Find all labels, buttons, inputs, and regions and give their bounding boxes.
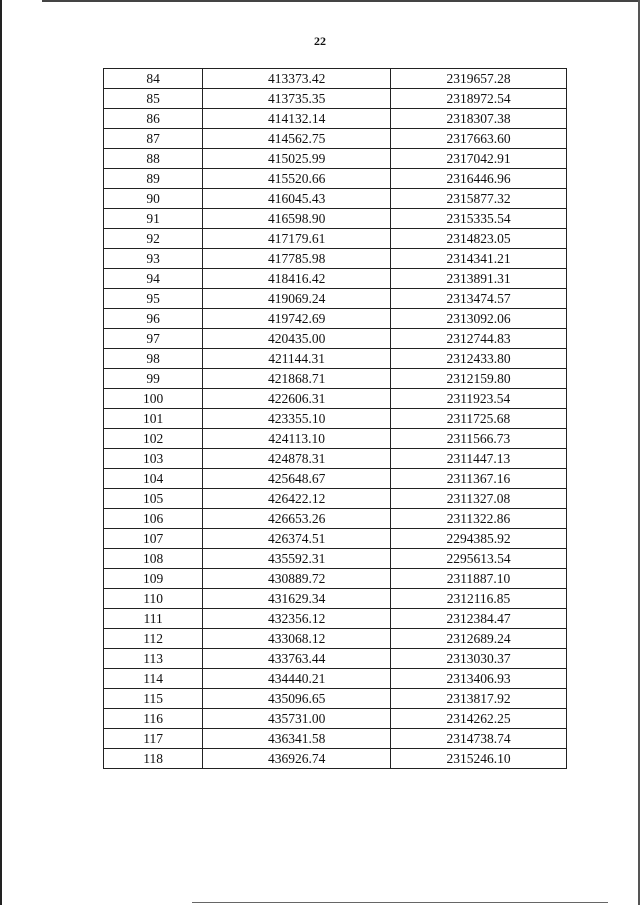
table-row	[104, 649, 567, 669]
x-coordinate-cell: 435096.65	[203, 689, 391, 709]
y-coordinate-cell: 2317042.91	[391, 149, 567, 169]
x-coordinate-cell: 423355.10	[203, 409, 391, 429]
table-row	[104, 429, 567, 449]
x-coordinate-cell: 424878.31	[203, 449, 391, 469]
y-coordinate-cell: 2312433.80	[391, 349, 567, 369]
x-coordinate-cell: 432356.12	[203, 609, 391, 629]
x-coordinate-cell: 416598.90	[203, 209, 391, 229]
table-row	[104, 369, 567, 389]
table-row	[104, 569, 567, 589]
y-coordinate-cell: 2313474.57	[391, 289, 567, 309]
y-coordinate-cell: 2315877.32	[391, 189, 567, 209]
point-number-cell: 107	[104, 529, 203, 549]
point-number-cell: 109	[104, 569, 203, 589]
x-coordinate-cell: 413373.42	[203, 69, 391, 89]
point-number-cell: 106	[104, 509, 203, 529]
point-number-cell: 112	[104, 629, 203, 649]
x-coordinate-cell: 426374.51	[203, 529, 391, 549]
point-number-cell: 92	[104, 229, 203, 249]
table-row	[104, 749, 567, 769]
y-coordinate-cell: 2311322.86	[391, 509, 567, 529]
table-row	[104, 189, 567, 209]
y-coordinate-cell: 2311447.13	[391, 449, 567, 469]
y-coordinate-cell: 2294385.92	[391, 529, 567, 549]
coordinates-table-body	[104, 69, 567, 769]
table-row	[104, 489, 567, 509]
y-coordinate-cell: 2312689.24	[391, 629, 567, 649]
x-coordinate-cell: 435592.31	[203, 549, 391, 569]
x-coordinate-cell: 436341.58	[203, 729, 391, 749]
point-number-cell: 84	[104, 69, 203, 89]
point-number-cell: 91	[104, 209, 203, 229]
y-coordinate-cell: 2311887.10	[391, 569, 567, 589]
x-coordinate-cell: 422606.31	[203, 389, 391, 409]
y-coordinate-cell: 2312116.85	[391, 589, 567, 609]
table-row	[104, 729, 567, 749]
table-row	[104, 449, 567, 469]
y-coordinate-cell: 2312744.83	[391, 329, 567, 349]
x-coordinate-cell: 426422.12	[203, 489, 391, 509]
y-coordinate-cell: 2316446.96	[391, 169, 567, 189]
table-row	[104, 129, 567, 149]
x-coordinate-cell: 415520.66	[203, 169, 391, 189]
table-row	[104, 169, 567, 189]
point-number-cell: 114	[104, 669, 203, 689]
table-row	[104, 549, 567, 569]
y-coordinate-cell: 2312384.47	[391, 609, 567, 629]
table-row	[104, 289, 567, 309]
point-number-cell: 90	[104, 189, 203, 209]
table-row	[104, 509, 567, 529]
point-number-cell: 102	[104, 429, 203, 449]
table-row	[104, 109, 567, 129]
table-row	[104, 529, 567, 549]
table-row	[104, 669, 567, 689]
point-number-cell: 104	[104, 469, 203, 489]
table-row	[104, 309, 567, 329]
x-coordinate-cell: 431629.34	[203, 589, 391, 609]
x-coordinate-cell: 434440.21	[203, 669, 391, 689]
y-coordinate-cell: 2313406.93	[391, 669, 567, 689]
x-coordinate-cell: 433068.12	[203, 629, 391, 649]
y-coordinate-cell: 2315246.10	[391, 749, 567, 769]
x-coordinate-cell: 413735.35	[203, 89, 391, 109]
table-row	[104, 229, 567, 249]
x-coordinate-cell: 436926.74	[203, 749, 391, 769]
y-coordinate-cell: 2313817.92	[391, 689, 567, 709]
table-row	[104, 209, 567, 229]
point-number-cell: 98	[104, 349, 203, 369]
y-coordinate-cell: 2318307.38	[391, 109, 567, 129]
point-number-cell: 108	[104, 549, 203, 569]
point-number-cell: 87	[104, 129, 203, 149]
table-row	[104, 349, 567, 369]
x-coordinate-cell: 415025.99	[203, 149, 391, 169]
x-coordinate-cell: 418416.42	[203, 269, 391, 289]
y-coordinate-cell: 2314262.25	[391, 709, 567, 729]
table-row	[104, 469, 567, 489]
y-coordinate-cell: 2314823.05	[391, 229, 567, 249]
table-row	[104, 689, 567, 709]
y-coordinate-cell: 2314341.21	[391, 249, 567, 269]
point-number-cell: 118	[104, 749, 203, 769]
table-row	[104, 709, 567, 729]
y-coordinate-cell: 2312159.80	[391, 369, 567, 389]
bottom-edge-rule	[192, 902, 608, 903]
table-row	[104, 249, 567, 269]
point-number-cell: 94	[104, 269, 203, 289]
x-coordinate-cell: 419069.24	[203, 289, 391, 309]
table-row	[104, 409, 567, 429]
x-coordinate-cell: 421144.31	[203, 349, 391, 369]
x-coordinate-cell: 414562.75	[203, 129, 391, 149]
point-number-cell: 85	[104, 89, 203, 109]
table-row	[104, 609, 567, 629]
table-row	[104, 389, 567, 409]
x-coordinate-cell: 426653.26	[203, 509, 391, 529]
table-row	[104, 329, 567, 349]
point-number-cell: 105	[104, 489, 203, 509]
x-coordinate-cell: 430889.72	[203, 569, 391, 589]
x-coordinate-cell: 435731.00	[203, 709, 391, 729]
y-coordinate-cell: 2318972.54	[391, 89, 567, 109]
point-number-cell: 111	[104, 609, 203, 629]
y-coordinate-cell: 2314738.74	[391, 729, 567, 749]
point-number-cell: 103	[104, 449, 203, 469]
x-coordinate-cell: 414132.14	[203, 109, 391, 129]
x-coordinate-cell: 417179.61	[203, 229, 391, 249]
y-coordinate-cell: 2313891.31	[391, 269, 567, 289]
point-number-cell: 88	[104, 149, 203, 169]
y-coordinate-cell: 2311327.08	[391, 489, 567, 509]
point-number-cell: 110	[104, 589, 203, 609]
point-number-cell: 97	[104, 329, 203, 349]
y-coordinate-cell: 2313030.37	[391, 649, 567, 669]
x-coordinate-cell: 419742.69	[203, 309, 391, 329]
x-coordinate-cell: 424113.10	[203, 429, 391, 449]
point-number-cell: 100	[104, 389, 203, 409]
y-coordinate-cell: 2311566.73	[391, 429, 567, 449]
point-number-cell: 95	[104, 289, 203, 309]
x-coordinate-cell: 425648.67	[203, 469, 391, 489]
point-number-cell: 86	[104, 109, 203, 129]
y-coordinate-cell: 2317663.60	[391, 129, 567, 149]
table-row	[104, 149, 567, 169]
x-coordinate-cell: 417785.98	[203, 249, 391, 269]
point-number-cell: 93	[104, 249, 203, 269]
x-coordinate-cell: 420435.00	[203, 329, 391, 349]
x-coordinate-cell: 433763.44	[203, 649, 391, 669]
point-number-cell: 101	[104, 409, 203, 429]
table-row	[104, 89, 567, 109]
y-coordinate-cell: 2319657.28	[391, 69, 567, 89]
point-number-cell: 116	[104, 709, 203, 729]
y-coordinate-cell: 2315335.54	[391, 209, 567, 229]
point-number-cell: 113	[104, 649, 203, 669]
table-row	[104, 69, 567, 89]
y-coordinate-cell: 2311923.54	[391, 389, 567, 409]
x-coordinate-cell: 421868.71	[203, 369, 391, 389]
table-row	[104, 629, 567, 649]
point-number-cell: 96	[104, 309, 203, 329]
point-number-cell: 117	[104, 729, 203, 749]
coordinates-table	[103, 68, 567, 769]
y-coordinate-cell: 2311725.68	[391, 409, 567, 429]
x-coordinate-cell: 416045.43	[203, 189, 391, 209]
y-coordinate-cell: 2295613.54	[391, 549, 567, 569]
top-edge-rule	[42, 0, 638, 2]
point-number-cell: 99	[104, 369, 203, 389]
y-coordinate-cell: 2311367.16	[391, 469, 567, 489]
table-row	[104, 269, 567, 289]
table-row	[104, 589, 567, 609]
point-number-cell: 115	[104, 689, 203, 709]
page-number: 22	[314, 34, 326, 48]
point-number-cell: 89	[104, 169, 203, 189]
y-coordinate-cell: 2313092.06	[391, 309, 567, 329]
